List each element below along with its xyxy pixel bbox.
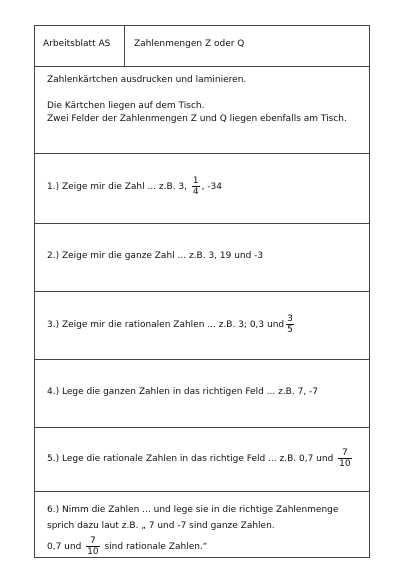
worksheet-topic: Zahlenmengen Z oder Q xyxy=(134,39,245,49)
fraction-denominator: 4 xyxy=(192,187,199,197)
fraction-one-quarter xyxy=(192,176,200,197)
task-6-line-3 xyxy=(47,536,369,557)
intro-line-1: Zahlenkärtchen ausdrucken und laminieren. xyxy=(47,75,247,85)
task-3-prefix: 3.) Zeige mir die rationalen Zahlen ... z.B. 3; 0,3 und xyxy=(47,320,285,330)
worksheet-table xyxy=(34,25,370,558)
task-6 xyxy=(35,492,369,559)
task-6-line-3-suffix: sind rationale Zahlen.“ xyxy=(101,542,208,552)
fraction-denominator: 10 xyxy=(339,459,351,469)
fraction-seven-tenths xyxy=(338,448,351,469)
fraction-three-fifths xyxy=(286,314,294,335)
task-4-text: 4.) Lege die ganzen Zahlen in das richtigen Feld ... z.B. 7, -7 xyxy=(47,387,319,397)
task-2-text: 2.) Zeige mir die ganze Zahl ... z.B. 3, 19 und -3 xyxy=(47,251,264,261)
intro-line-3: Zwei Felder der Zahlenmengen Z und Q liegen ebenfalls am Tisch. xyxy=(47,114,347,124)
task-1-text xyxy=(47,176,222,197)
task-6-line-3-prefix: 0,7 und xyxy=(47,542,85,552)
task-6-line-1: 6.) Nimm die Zahlen ... und lege sie in die richtige Zahlenmenge xyxy=(47,505,339,515)
task-1-prefix: 1.) Zeige mir die Zahl ... z.B. 3, xyxy=(47,182,190,192)
fraction-numerator: 7 xyxy=(90,536,96,546)
fraction-denominator: 5 xyxy=(287,325,293,335)
intro-section xyxy=(35,66,369,154)
task-1-suffix: , -34 xyxy=(201,182,222,192)
task-6-line-2: sprich dazu laut z.B. „ 7 und -7 sind ganze Zahlen. xyxy=(47,521,275,531)
task-4 xyxy=(35,360,369,428)
fraction-seven-tenths xyxy=(86,536,99,557)
task-5-prefix: 5.) Lege die rationale Zahlen in das richtige Feld ... z.B. 0,7 und xyxy=(47,454,337,464)
task-5 xyxy=(35,428,369,492)
intro-line-2: Die Kärtchen liegen auf dem Tisch. xyxy=(47,101,205,111)
fraction-numerator: 3 xyxy=(287,314,293,324)
fraction-numerator: 7 xyxy=(342,448,348,458)
fraction-numerator: 1 xyxy=(192,176,199,186)
task-5-text xyxy=(47,448,354,469)
header-row xyxy=(35,26,369,67)
task-3-text xyxy=(47,314,296,335)
task-3 xyxy=(35,292,369,360)
task-1 xyxy=(35,154,369,224)
task-2 xyxy=(35,224,369,292)
worksheet-label: Arbeitsblatt AS xyxy=(35,26,125,66)
fraction-denominator: 10 xyxy=(87,547,99,557)
